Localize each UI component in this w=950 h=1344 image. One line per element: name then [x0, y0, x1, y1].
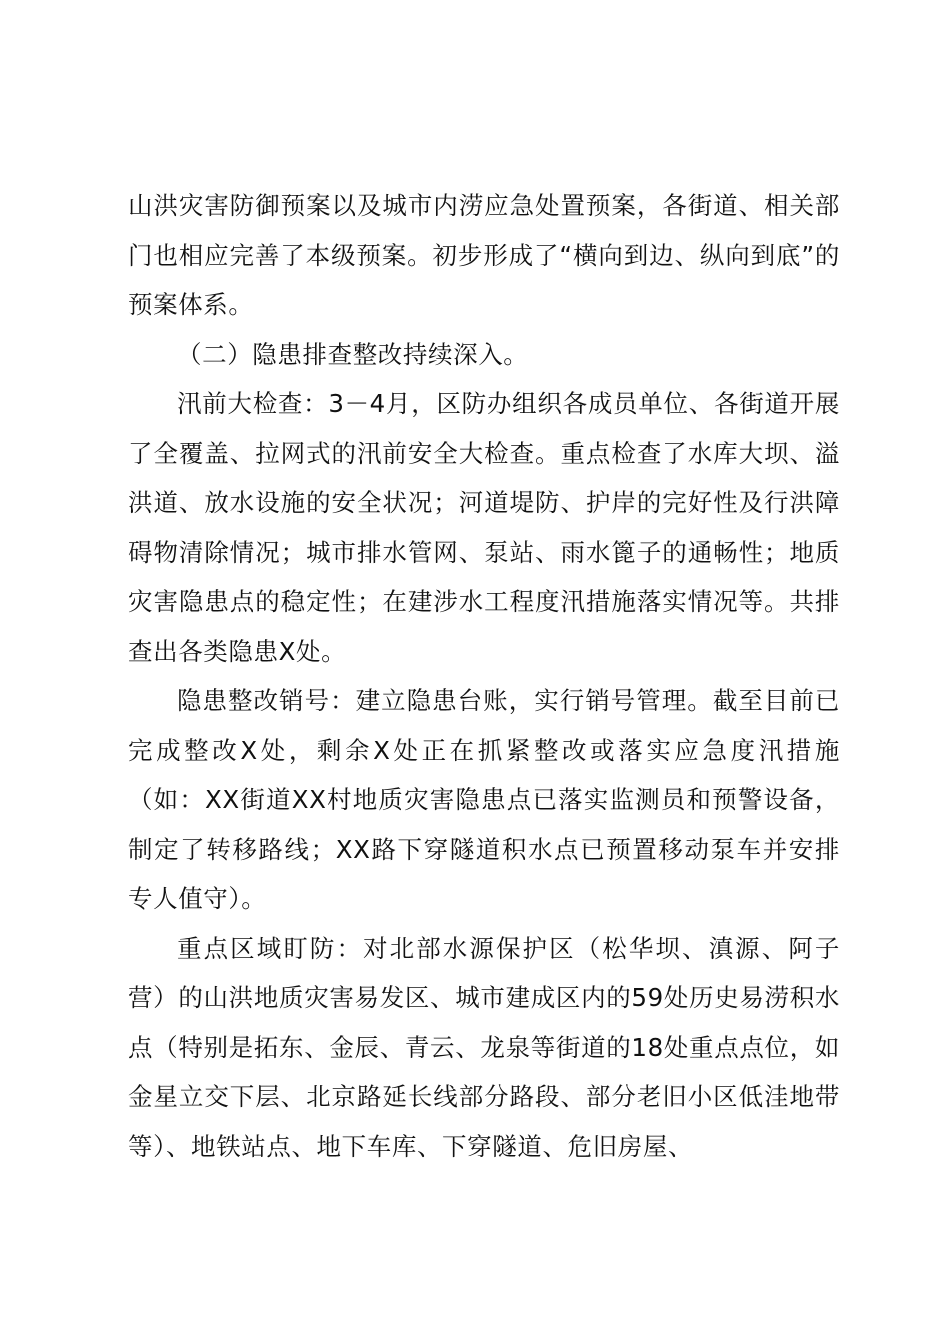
- paragraph-plan-system: 山洪灾害防御预案以及城市内涝应急处置预案，各街道、相关部门也相应完善了本级预案。初步形成了“横向到边、纵向到底”的预案体系。: [128, 191, 840, 319]
- section-heading-hazard-inspection: （二）隐患排查整改持续深入。: [177, 339, 529, 369]
- paragraph-pre-flood-inspection: 汛前大检查：3－4月，区防办组织各成员单位、各街道开展了全覆盖、拉网式的汛前安全大检查。重点检查了水库大坝、溢洪道、放水设施的安全状况；河道堤防、护岸的完好性及行洪障碍物清除情况；城市排水管网、泵站、雨水篦子的通畅性；地质灾害隐患点的稳定性；在建涉水工程度汛措施落实情况等。共排查出各类隐患X处。: [128, 389, 840, 666]
- paragraph-key-area-monitoring: 重点区域盯防：对北部水源保护区（松华坝、滇源、阿子营）的山洪地质灾害易发区、城市建成区内的59处历史易涝积水点（特别是拓东、金辰、青云、龙泉等街道的18处重点点位，如金星立交下层、北京路延长线部分路段、部分老旧小区低洼地带等）、地铁站点、地下车库、下穿隧道、危旧房屋、: [128, 933, 840, 1161]
- paragraph-hazard-rectification: 隐患整改销号：建立隐患台账，实行销号管理。截至目前已完成整改X处，剩余X处正在抓紧整改或落实应急度汛措施（如：XX街道XX村地质灾害隐患点已落实监测员和预警设备，制定了转移路线；XX路下穿隧道积水点已预置移动泵车并安排专人值守）。: [128, 686, 840, 913]
- document-body: [128, 181, 840, 1171]
